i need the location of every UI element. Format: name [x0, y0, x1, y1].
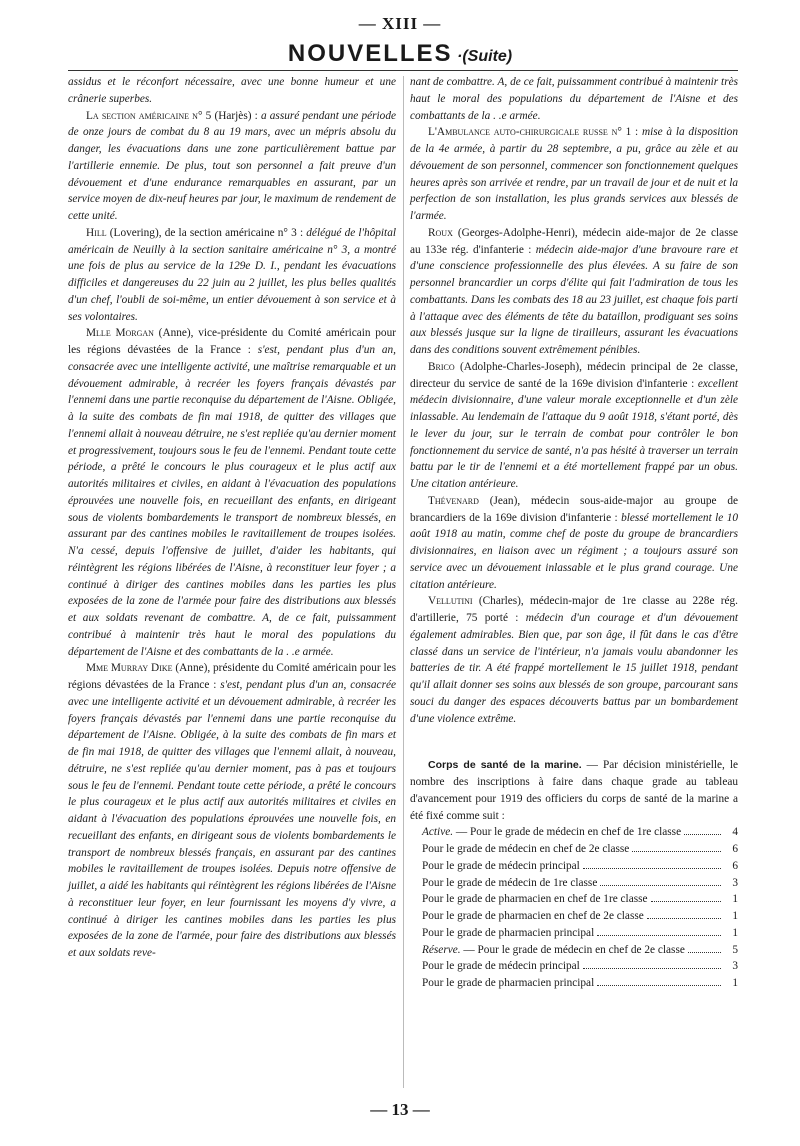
marine-section	[410, 757, 738, 824]
quota-section-label: Active.	[422, 826, 456, 839]
citation-name: L'Ambulance auto-chirurgicale russe n° 1	[428, 126, 632, 139]
page-title: NOUVELLES	[287, 40, 453, 67]
paragraph-continuation: nant de combattre. A, de ce fait, puissamment contribué à maintenir très haut le moral des populations du département de l'Aisne et des combattants de la . .e armée.	[410, 76, 738, 122]
dot-leader	[597, 985, 721, 986]
reserve-quota-list	[410, 942, 738, 992]
quota-row	[410, 875, 738, 892]
citation-name: Roux	[428, 226, 453, 239]
marine-heading: Corps de santé de la marine.	[428, 759, 582, 772]
citation-paragraph	[410, 493, 738, 594]
quota-count: 1	[732, 926, 738, 939]
dot-leader	[632, 851, 721, 852]
citation-paragraph	[68, 225, 396, 326]
citation-motif: s'est, pendant plus d'un an, consacrée avec une intelligente activité, une maîtrise remarquable et un dévouement admirable, à recréer les foyers français dévastés par l'ennemi dans une partie reconquise du département de l'Aisne. Obligée, à la suite des combats de fin mai 1918, de quitter des villages que l'ennemi allait à nouveau détruire, ne s'est repliée qu'au dernier moment et progressivement, toujours sous le feu de l'ennemi. Pendant toute cette période, a prêté le concours le plus courageux et le plus actif aux autorités militaires et civiles, en aidant à l'évacuation des populations éprouvées une nouvelle fois, en recueillant des enfants, en dirigeant sous de violents bombardements le transport de nombreux blessés, en assurant par des cantines mobiles le ravitaillement de troupes isolées. N'a cessé, depuis l'offensive de juillet, d'aider les habitants, qui réintègrent les régions libérées de l'Aisne, à reconstituer leur foyer ; a continué à diriger des cantines mobiles dans les parties les plus exposées de la zone de l'armée pour faire des distributions aux blessés et aux soldats revenant de combattre. A, de ce fait, puissamment contribué à maintenir très haut le moral des populations du département de l'Aisne et des combattants de la . .e armée.	[68, 344, 396, 658]
quota-label: Pour le grade de pharmacien en chef de 2e classe	[422, 910, 644, 922]
citation-name: Hill	[86, 226, 107, 239]
dot-leader	[684, 834, 721, 835]
citation-description: (Georges-Adolphe-Henri), médecin aide-major de 2e classe au 133e rég. d'infanterie :	[410, 226, 738, 256]
citation-name: Mlle Morgan	[86, 327, 154, 340]
citation-paragraph	[68, 660, 396, 962]
citation-motif: médecin d'un courage et d'un dévouement également admirables. Bien que, par son âge, il fût dans le cas d'être classé dans un service de l'intérieur, n'a jamais voulu abandonner les batteries de tir. A été frappé mortellement le 15 juillet 1918, pendant qu'il allait donner ses soins aux blessés de son groupe, parcourant sans souci du danger des espaces découverts battus par un bombardement d'une violence extrême.	[410, 612, 738, 725]
citation-paragraph	[410, 359, 738, 493]
page-number: — 13 —	[370, 1100, 430, 1119]
citation-paragraph	[68, 108, 396, 225]
citation-description: (Adolphe-Charles-Joseph), médecin principal de 2e classe, directeur du service de santé de la 169e division d'infanterie :	[410, 360, 738, 390]
dot-leader	[597, 935, 721, 936]
dot-leader	[583, 868, 721, 869]
quota-label: Pour le grade de pharmacien en chef de 1re classe	[422, 893, 648, 906]
quota-label: Pour le grade de médecin principal	[422, 859, 580, 872]
quota-label: Active. — Pour le grade de médecin en chef de 1re classe	[422, 826, 682, 839]
quota-row	[410, 891, 738, 908]
page-roman-number: — XIII —	[358, 14, 442, 33]
citation-name: Mme Murray Dike	[86, 662, 173, 675]
marine-intro: — Par décision ministérielle, le nombre des inscriptions à faire dans chaque grade au tableau d'avancement pour 1919 des officiers du corps de santé de la marine a été fixé comme suit :	[410, 759, 738, 822]
citation-name: Vellutini	[428, 595, 473, 608]
quota-row	[410, 975, 738, 992]
citation-paragraph	[410, 124, 738, 225]
quota-row	[410, 858, 738, 875]
active-quota-list	[410, 824, 738, 941]
left-column	[68, 74, 396, 962]
citation-description: (Anne), présidente du Comité américain pour les régions dévastées de la France :	[68, 662, 396, 691]
citation-paragraph	[410, 225, 738, 359]
paragraph-continuation: assidus et le réconfort nécessaire, avec une bonne humeur et une crânerie superbes.	[68, 76, 396, 105]
page-header	[0, 40, 800, 68]
right-column	[410, 74, 738, 992]
column-divider	[403, 76, 404, 1088]
page-title-suite: ·(Suite)	[457, 48, 513, 65]
quota-label: Pour le grade de pharmacien principal	[422, 977, 595, 989]
citation-motif: blessé mortellement le 10 août 1918 au matin, comme chef de poste du groupe de brancardiers divisionnaires, en liaison avec un régiment ; a toujours assuré son service avec un dévouement inlassable et le plus grand courage. Une citation antérieure.	[410, 511, 739, 591]
quota-row	[410, 908, 738, 925]
dot-leader	[688, 952, 721, 953]
dot-leader	[651, 901, 721, 902]
quota-count: 4	[732, 826, 738, 839]
citation-motif: mise à la disposition de la 4e armée, à partir du 28 septembre, a pu, grâce au zèle et au dévouement de son personnel, commencer son fonctionnement quelques heures après son arrivée et rendre, par un travail de jour et de nuit et la perfection de son installation, les plus grands services aux blessés de l'armée.	[410, 126, 738, 222]
quota-count: 3	[732, 876, 738, 889]
citation-motif: excellent médecin divisionnaire, d'une valeur morale exceptionnelle et d'un zèle inlassable. Au lendemain de l'attaque du 9 août 1918, s'étant porté, dès le lever du jour, sur le terrain de combat pour contrôler le bon fonctionnement du service de santé, n'a pas hésité à traverser un terrain battu par le tir de l'ennemi et a été mortellement frappé par un obus. Une citation antérieure.	[410, 377, 738, 490]
citation-description: :	[631, 126, 642, 139]
quota-section-label: Réserve.	[422, 943, 464, 956]
dot-leader	[647, 918, 721, 919]
citation-name: Thévenard	[428, 494, 479, 507]
quota-row	[410, 925, 738, 942]
quota-count: 6	[732, 859, 738, 872]
quota-row	[410, 841, 738, 858]
citation-description: (Lovering), de la section américaine n° 3 :	[106, 226, 307, 239]
quota-count: 5	[732, 943, 738, 956]
dot-leader	[600, 885, 721, 886]
citation-description: (Harjès) :	[211, 109, 261, 122]
citation-description: (Jean), médecin sous-aide-major au groupe de brancardiers de la 169e division d'infanterie :	[410, 494, 738, 524]
citation-paragraph	[410, 593, 738, 727]
quota-label: Pour le grade de médecin en chef de 2e classe	[422, 843, 630, 855]
quota-row	[410, 958, 738, 975]
quota-count: 3	[732, 960, 738, 973]
quota-count: 1	[732, 893, 738, 906]
dot-leader	[583, 968, 721, 969]
quota-count: 6	[732, 843, 738, 855]
citation-name: La section américaine n° 5	[86, 109, 212, 122]
citation-motif: a assuré pendant une période de onze jours de combat du 8 au 19 mars, avec un mépris absolu du danger, les évacuations dans une zone particulièrement battue par l'artillerie ennemie. De plus, tout son personnel a fait preuve d'un dévouement et d'une endurance remarquables en assurant, par un service moyen de dix-neuf heures par jour, le maximum de rendement de cette unité.	[68, 109, 396, 222]
citation-motif: s'est, pendant plus d'un an, consacrée avec une intelligente activité et un dévouement admirable, à recréer les foyers français dévastés par l'ennemi dans une partie reconquise du département de l'Aisne. Obligée, à la suite des combats de fin mars et de fin mai 1918, de quitter des villages que l'ennemi allait, à nouveau, détruire, ne s'est repliée qu'au dernier moment, pas à pas et toujours sous le feu de l'ennemi. Pendant toute cette période, a prêté le concours le plus courageux et le plus actif aux autorités militaires et civiles en aidant à l'évacuation des populations éprouvées une nouvelle fois, en recueillant des enfants, en dirigeant sous de violents bombardements le transport de nombreux blessés français, en assurant par des cantines mobiles le ravitaillement de troupes isolées. Depuis notre offensive de juillet, a aidé les habitants qui réintègrent les régions libérées de l'Aisne à reconstituer leur foyer, en leur fournissant les moyens d'y vivre, a continué à diriger les cantines mobiles dans les parties les plus exposées de la zone de l'armée, pour faire des distributions aux blessés et aux soldats reve-	[68, 679, 396, 959]
header-rule	[68, 70, 738, 71]
quota-row	[410, 824, 738, 841]
quota-count: 1	[732, 910, 738, 922]
citation-name: Brico	[428, 360, 455, 373]
quota-count: 1	[732, 977, 738, 989]
citation-description: (Anne), vice-présidente du Comité américain pour les régions dévastées de la France :	[68, 327, 396, 356]
quota-label: Pour le grade de médecin de 1re classe	[422, 876, 598, 889]
quota-label: Réserve. — Pour le grade de médecin en chef de 2e classe	[422, 943, 685, 956]
quota-label: Pour le grade de médecin principal	[422, 960, 580, 973]
citation-motif: médecin aide-major d'une bravoure rare et d'une conscience professionnelle des plus élevées. A su faire de son personnel brancardier un corps d'élite qui fait l'admiration de tous les combattants. Dans les combats des 18 au 23 juillet, est chaque fois parti à l'attaque avec des éléments de tête du bataillon, prodiguant ses soins aux blessés jusque sur la ligne de tirailleurs, assurant les évacuations dans des conditions souvent extrêmement pénibles.	[410, 243, 738, 356]
citation-description: (Charles), médecin-major de 1re classe au 228e rég. d'artillerie, 75 porté :	[410, 595, 738, 624]
quota-label: Pour le grade de pharmacien principal	[422, 926, 595, 939]
citation-paragraph	[68, 325, 396, 660]
quota-row	[410, 942, 738, 959]
citation-motif: délégué de l'hôpital américain de Neuilly à la section sanitaire américaine n° 3, a montré une fois de plus au service de la 129e D. I., pendant les évacuations difficiles et dangereuses du 22 juin au 2 juillet, les plus belles qualités d'un chef, l'oubli de soi-même, un entier dévouement à son service et à ses volontaires.	[68, 226, 396, 323]
